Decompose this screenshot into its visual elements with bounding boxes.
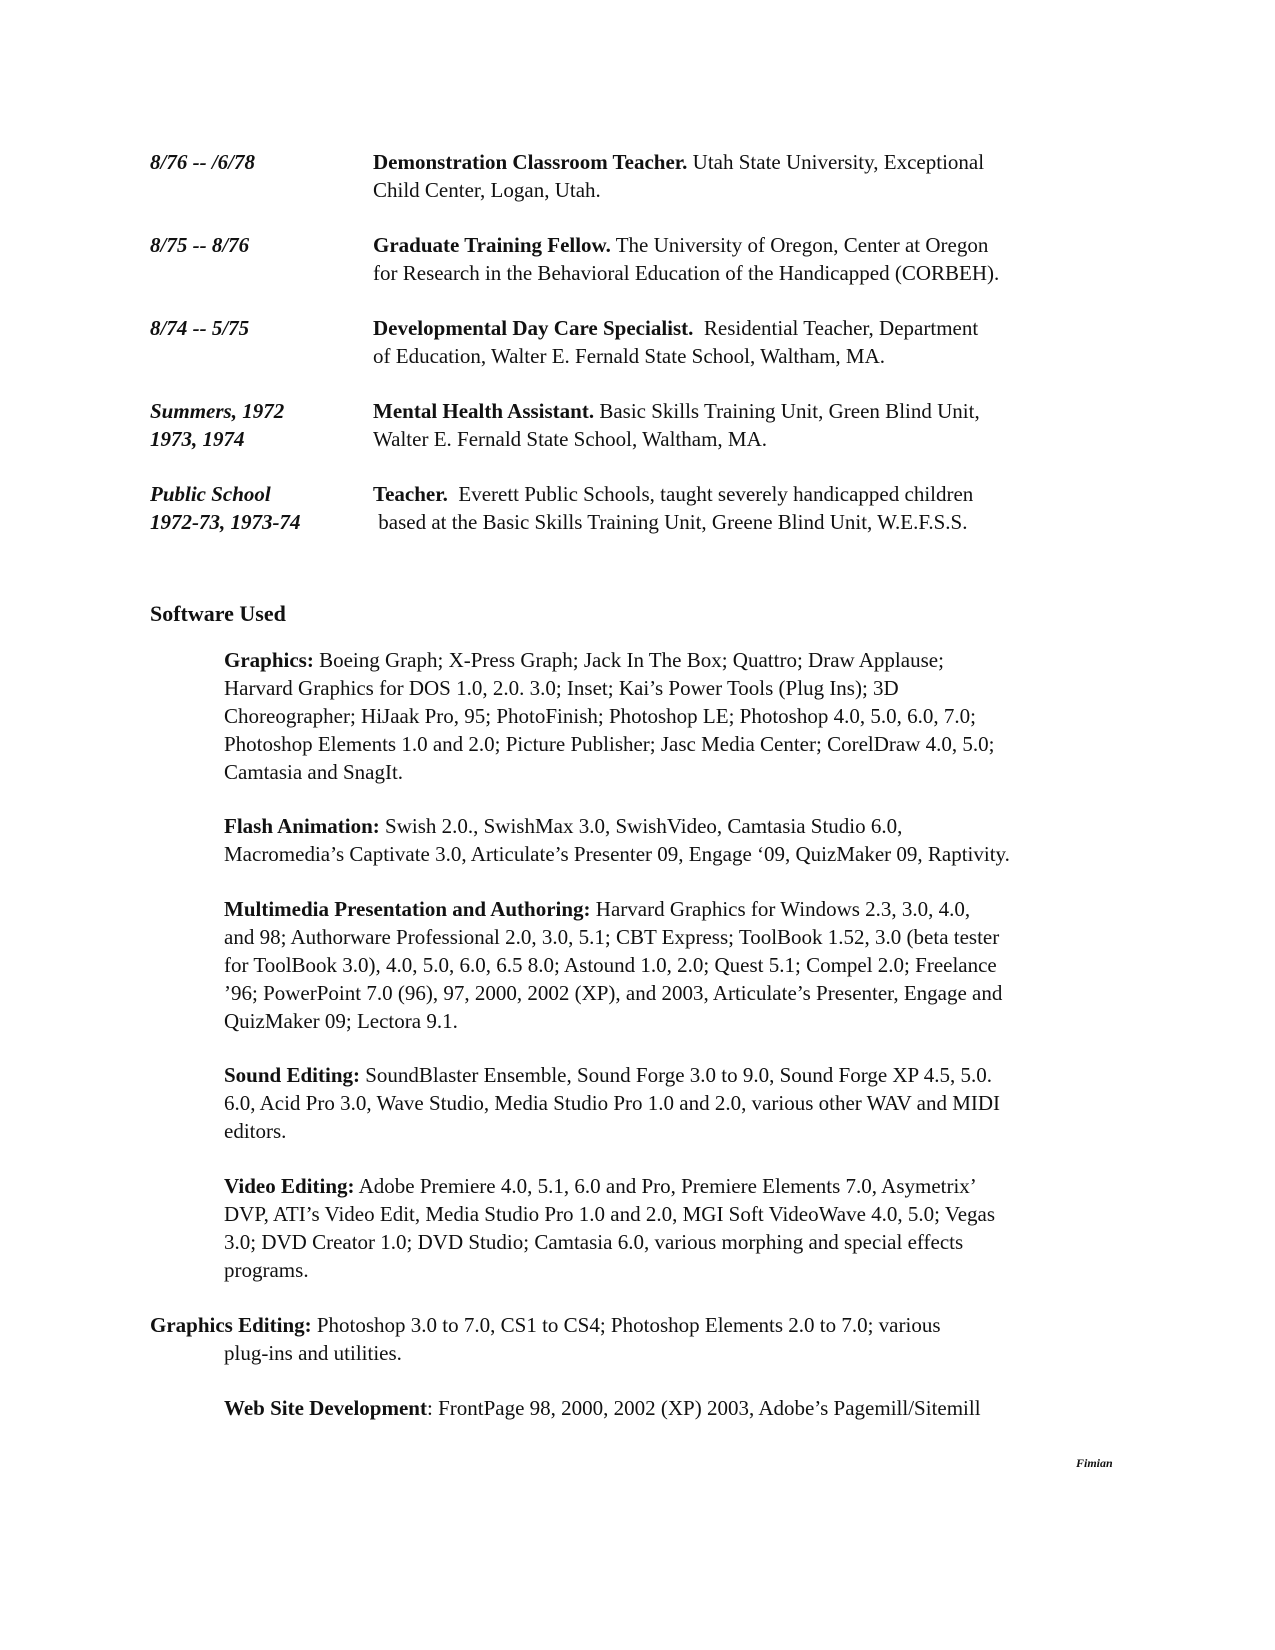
software-line	[224, 646, 1044, 674]
software-line	[224, 812, 1044, 840]
software-line: 6.0, Acid Pro 3.0, Wave Studio, Media Studio Pro 1.0 and 2.0, various other WAV and MIDI	[224, 1091, 1001, 1115]
software-text: Harvard Graphics for Windows 2.3, 3.0, 4.0,	[590, 897, 971, 921]
entry-description	[373, 148, 1193, 204]
software-text: SoundBlaster Ensemble, Sound Forge 3.0 to 9.0, Sound Forge XP 4.5, 5.0.	[360, 1063, 992, 1087]
software-line: ’96; PowerPoint 7.0 (96), 97, 2000, 2002 (XP), and 2003, Articulate’s Presenter, Engage and	[224, 981, 1003, 1005]
entry-text: The University of Oregon, Center at Oregon	[610, 233, 989, 257]
software-multimedia	[224, 895, 1044, 1035]
entry-text: Residential Teacher, Department	[693, 316, 979, 340]
software-category-label: Sound Editing:	[224, 1063, 360, 1087]
entry-date-line: 1973, 1974	[150, 427, 245, 451]
entry-line	[373, 480, 1193, 508]
software-category-label: Video Editing:	[224, 1174, 355, 1198]
software-sound-editing	[224, 1061, 1044, 1145]
software-line: and 98; Authorware Professional 2.0, 3.0, 5.1; CBT Express; ToolBook 1.52, 3.0 (beta tester	[224, 925, 1000, 949]
software-line: plug-ins and utilities.	[224, 1341, 402, 1365]
entry-line	[373, 231, 1193, 259]
entry-date-line: 8/74 -- 5/75	[150, 316, 250, 340]
software-flash-animation	[224, 812, 1044, 868]
entry-description	[373, 314, 1193, 370]
software-line	[224, 1394, 1044, 1422]
entry-line	[373, 397, 1193, 425]
software-graphics-editing	[150, 1311, 1050, 1367]
entry-title: Graduate Training Fellow.	[373, 233, 611, 257]
entry-text: Everett Public Schools, taught severely handicapped children	[447, 482, 974, 506]
entry-description	[373, 480, 1193, 536]
footer-name: Fimian	[1076, 1456, 1113, 1470]
entry-title: Mental Health Assistant.	[373, 399, 595, 423]
entry-title: Developmental Day Care Specialist.	[373, 316, 694, 340]
entry-description	[373, 231, 1193, 287]
software-line: 3.0; DVD Creator 1.0; DVD Studio; Camtasia 6.0, various morphing and special effects	[224, 1230, 964, 1254]
entry-date-line: 1972-73, 1973-74	[150, 510, 301, 534]
software-line: Photoshop Elements 1.0 and 2.0; Picture Publisher; Jasc Media Center; CorelDraw 4.0, 5.0;	[224, 732, 995, 756]
entry-date	[150, 148, 365, 176]
software-line: for ToolBook 3.0), 4.0, 5.0, 6.0, 6.5 8.0; Astound 1.0, 2.0; Quest 5.1; Compel 2.0; Freelance	[224, 953, 997, 977]
entry-date	[150, 314, 365, 342]
software-line	[150, 1311, 1050, 1339]
software-category-label: Multimedia Presentation and Authoring:	[224, 897, 591, 921]
software-category-label: Graphics Editing:	[150, 1313, 312, 1337]
section-heading-software: Software Used	[150, 601, 286, 626]
software-line: Choreographer; HiJaak Pro, 95; PhotoFinish; Photoshop LE; Photoshop 4.0, 5.0, 6.0, 7.0;	[224, 704, 976, 728]
software-text: : FrontPage 98, 2000, 2002 (XP) 2003, Adobe’s Pagemill/Sitemill	[426, 1396, 981, 1420]
entry-text: Utah State University, Exceptional	[687, 150, 985, 174]
software-line: editors.	[224, 1119, 287, 1143]
software-category-label: Web Site Development	[224, 1396, 427, 1420]
software-line: Macromedia’s Captivate 3.0, Articulate’s Presenter 09, Engage ‘09, QuizMaker 09, Raptivity.	[224, 842, 1010, 866]
software-line	[224, 1172, 1044, 1200]
entry-line: Walter E. Fernald State School, Waltham, MA.	[373, 427, 767, 451]
software-graphics	[224, 646, 1044, 786]
software-line: Camtasia and SnagIt.	[224, 760, 404, 784]
entry-date	[150, 231, 365, 259]
software-line: QuizMaker 09; Lectora 9.1.	[224, 1009, 458, 1033]
entry-date-line: Public School	[150, 482, 271, 506]
software-line	[224, 1061, 1044, 1089]
software-web-development	[224, 1394, 1044, 1422]
software-category-label: Graphics:	[224, 648, 314, 672]
entry-title: Demonstration Classroom Teacher.	[373, 150, 688, 174]
entry-text: Basic Skills Training Unit, Green Blind Unit,	[594, 399, 980, 423]
entry-line: of Education, Walter E. Fernald State School, Waltham, MA.	[373, 344, 885, 368]
software-line	[224, 895, 1044, 923]
entry-date-line: 8/75 -- 8/76	[150, 233, 250, 257]
entry-title: Teacher.	[373, 482, 448, 506]
entry-date-line: 8/76 -- /6/78	[150, 150, 255, 174]
software-line: DVP, ATI’s Video Edit, Media Studio Pro 1.0 and 2.0, MGI Soft VideoWave 4.0, 5.0; Vegas	[224, 1202, 996, 1226]
software-text: Photoshop 3.0 to 7.0, CS1 to CS4; Photoshop Elements 2.0 to 7.0; various	[311, 1313, 941, 1337]
entry-description	[373, 397, 1193, 453]
software-line: Harvard Graphics for DOS 1.0, 2.0. 3.0; Inset; Kai’s Power Tools (Plug Ins); 3D	[224, 676, 899, 700]
entry-date-line: Summers, 1972	[150, 399, 285, 423]
software-text: Swish 2.0., SwishMax 3.0, SwishVideo, Camtasia Studio 6.0,	[379, 814, 903, 838]
entry-date	[150, 397, 365, 453]
software-text: Adobe Premiere 4.0, 5.1, 6.0 and Pro, Premiere Elements 7.0, Asymetrix’	[354, 1174, 977, 1198]
entry-line: Child Center, Logan, Utah.	[373, 178, 601, 202]
software-video-editing	[224, 1172, 1044, 1284]
software-text: Boeing Graph; X-Press Graph; Jack In The Box; Quattro; Draw Applause;	[313, 648, 944, 672]
entry-date	[150, 480, 365, 536]
software-line: programs.	[224, 1258, 309, 1282]
software-category-label: Flash Animation:	[224, 814, 380, 838]
entry-line: based at the Basic Skills Training Unit, Greene Blind Unit, W.E.F.S.S.	[373, 510, 968, 534]
entry-line	[373, 148, 1193, 176]
entry-line: for Research in the Behavioral Education of the Handicapped (CORBEH).	[373, 261, 1000, 285]
entry-line	[373, 314, 1193, 342]
